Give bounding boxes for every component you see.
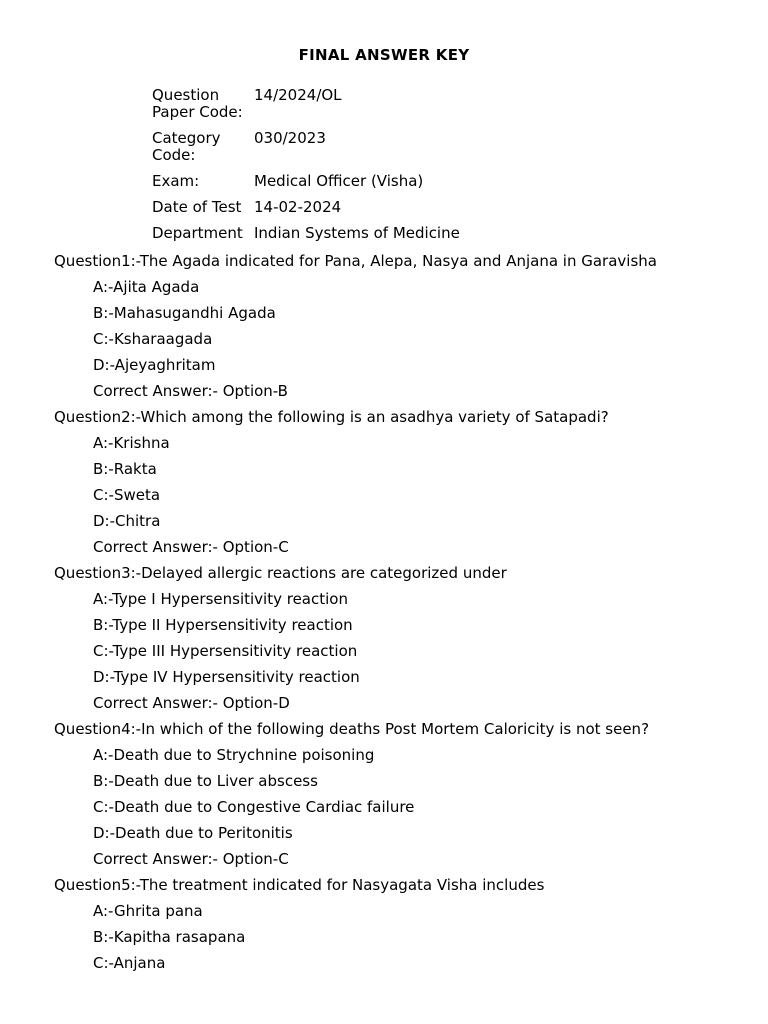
meta-value: 14/2024/OL [254, 86, 342, 104]
question-text: Question1:-The Agada indicated for Pana, Alepa, Nasya and Anjana in Garavisha [54, 252, 657, 270]
meta-row-question-paper-code [152, 87, 460, 121]
answer-option: C:-Anjana [93, 954, 166, 972]
meta-label: Question Paper Code: [152, 86, 243, 121]
meta-label: Department [152, 224, 243, 242]
answer-option: C:-Sweta [93, 486, 161, 504]
answer-option: B:-Mahasugandhi Agada [93, 304, 276, 322]
answer-option: B:-Death due to Liver abscess [93, 772, 318, 790]
correct-answer: Correct Answer:- Option-C [93, 850, 289, 868]
answer-option: C:-Death due to Congestive Cardiac failure [93, 798, 415, 816]
question-text: Question3:-Delayed allergic reactions are categorized under [54, 564, 507, 582]
meta-value: Medical Officer (Visha) [254, 172, 424, 190]
answer-option: D:-Type IV Hypersensitivity reaction [93, 668, 360, 686]
meta-label: Date of Test [152, 198, 242, 216]
question-text: Question2:-Which among the following is an asadhya variety of Satapadi? [54, 408, 609, 426]
meta-row-category-code [152, 130, 460, 164]
question-list [54, 251, 754, 979]
meta-value: 14-02-2024 [254, 198, 342, 216]
correct-answer: Correct Answer:- Option-B [93, 382, 288, 400]
question-text: Question4:-In which of the following deaths Post Mortem Caloricity is not seen? [54, 720, 650, 738]
meta-label: Exam: [152, 172, 200, 190]
correct-answer: Correct Answer:- Option-D [93, 694, 290, 712]
meta-label: Category Code: [152, 129, 221, 164]
answer-option: C:-Type III Hypersensitivity reaction [93, 642, 358, 660]
answer-option: B:-Rakta [93, 460, 157, 478]
meta-row-department [152, 225, 460, 242]
answer-option: A:-Death due to Strychnine poisoning [93, 746, 375, 764]
answer-option: B:-Kapitha rasapana [93, 928, 246, 946]
exam-info-table [152, 87, 460, 242]
answer-option: D:-Chitra [93, 512, 161, 530]
answer-option: B:-Type II Hypersensitivity reaction [93, 616, 353, 634]
page-title: FINAL ANSWER KEY [298, 46, 470, 64]
meta-row-date-of-test [152, 199, 460, 216]
answer-option: A:-Ajita Agada [93, 278, 200, 296]
answer-option: C:-Ksharaagada [93, 330, 213, 348]
answer-option: D:-Death due to Peritonitis [93, 824, 293, 842]
meta-value: Indian Systems of Medicine [254, 224, 460, 242]
correct-answer: Correct Answer:- Option-C [93, 538, 289, 556]
meta-value: 030/2023 [254, 129, 326, 147]
question-text: Question5:-The treatment indicated for Nasyagata Visha includes [54, 876, 545, 894]
answer-option: A:-Krishna [93, 434, 170, 452]
answer-option: A:-Ghrita pana [93, 902, 203, 920]
answer-option: D:-Ajeyaghritam [93, 356, 216, 374]
meta-row-exam [152, 173, 460, 190]
answer-option: A:-Type I Hypersensitivity reaction [93, 590, 348, 608]
